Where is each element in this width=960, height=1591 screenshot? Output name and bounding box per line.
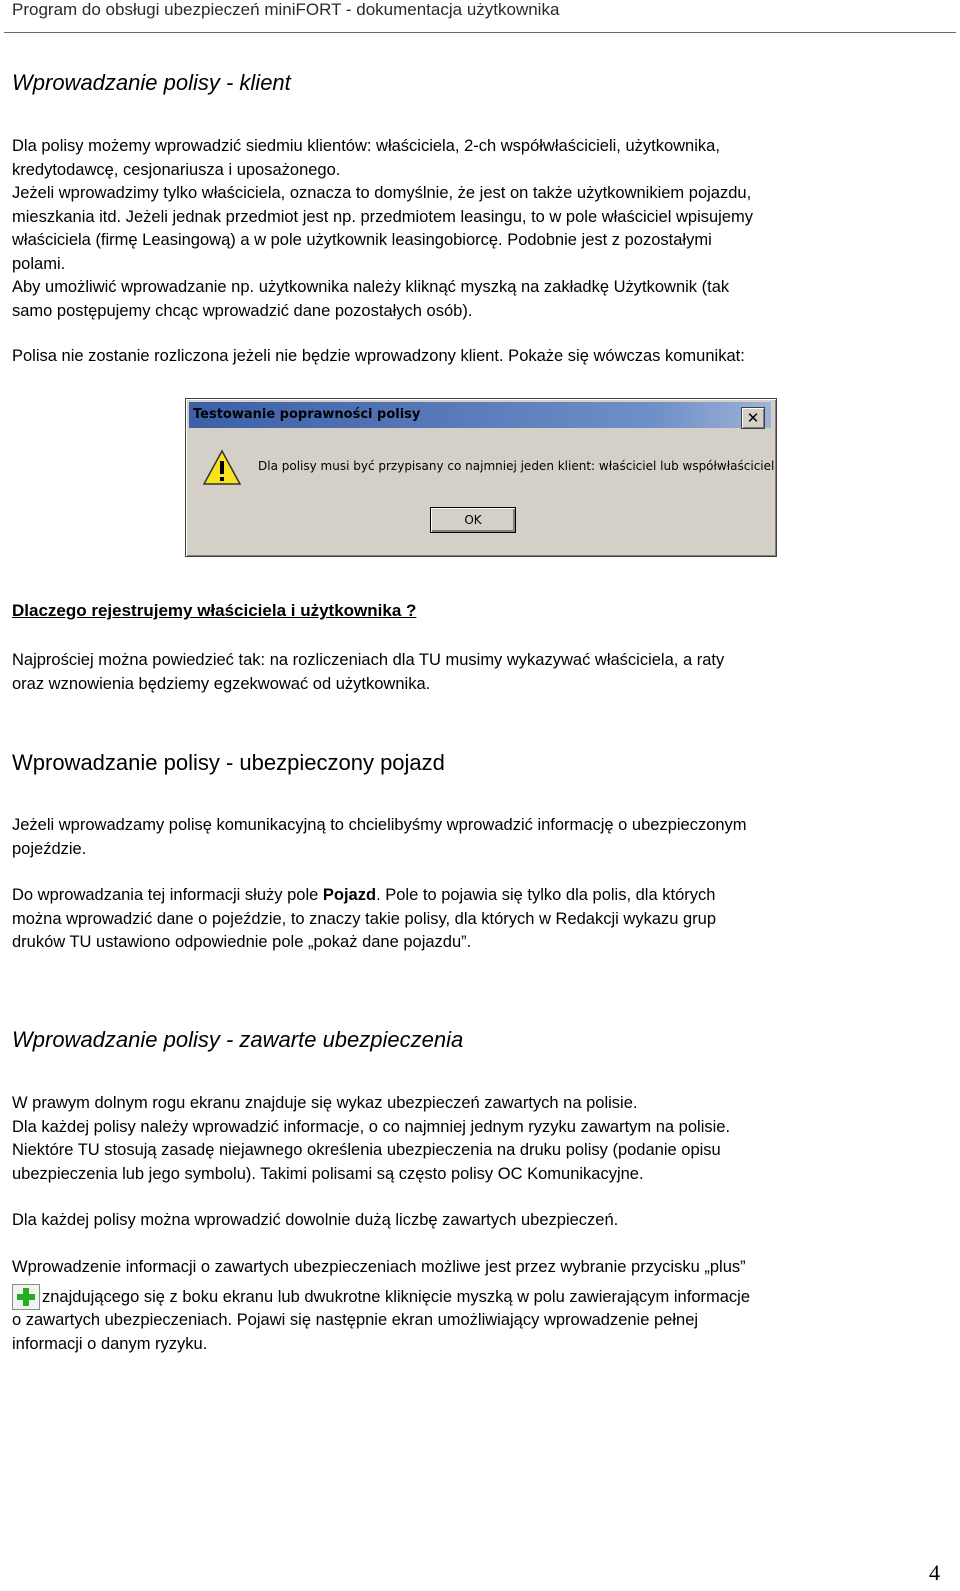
why-heading: Dlaczego rejestrujemy właściciela i użytkownika ?: [12, 601, 417, 620]
paragraph-plus-rest: o zawartych ubezpieczeniach. Pojawi się następnie ekran umożliwiający wprowadzenie pełnej informacji o danym ryzyku.: [12, 1311, 699, 1353]
running-header: Program do obsługi ubezpieczeń miniFORT - dokumentacja użytkownika: [12, 0, 560, 19]
page-number: 4: [929, 1560, 940, 1585]
plus-icon[interactable]: [12, 1284, 40, 1310]
section-heading-ubezpieczenia: Wprowadzanie polisy - zawarte ubezpieczenia: [12, 1027, 464, 1052]
pojazd-field-name: Pojazd: [322, 886, 377, 904]
ok-button[interactable]: OK: [430, 507, 516, 533]
validation-dialog: [185, 398, 777, 557]
section-heading-klient: Wprowadzanie polisy - klient: [12, 70, 291, 95]
dialog-title: Testowanie poprawności polisy: [193, 407, 421, 422]
dialog-message: Dla polisy musi być przypisany co najmniej jeden klient: właściciel lub współwłaściciel: [258, 459, 775, 473]
section-heading-pojazd: Wprowadzanie polisy - ubezpieczony pojazd: [12, 750, 445, 775]
paragraph-plus-line1: Wprowadzenie informacji o zawartych ubezpieczeniach możliwe jest przez wybranie przycisku „plus”: [12, 1258, 746, 1276]
paragraph-ubezpieczenia-intro: W prawym dolnym rogu ekranu znajduje się wykaz ubezpieczeń zawartych na polisie. Dla każdej polisy należy wprowadzić informacje, o co najmniej jednym ryzyku zawartym na polisie. Niektóre TU stosują zasadę niejawnego określenia ubezpieczenia na druku polisy (podanie opisu ubezpieczenia lub jego symbolu). Takimi polisami są często polisy OC Komunikacyjne.: [12, 1094, 731, 1183]
paragraph-pojazd-field: [12, 884, 942, 955]
warning-icon: [202, 449, 242, 487]
header-divider: [4, 32, 956, 33]
paragraph-klient-intro: Dla polisy możemy wprowadzić siedmiu klientów: właściciela, 2-ch współwłaścicieli, użytkownika, kredytodawcę, cesjonariusza i uposażonego. Jeżeli wprowadzimy tylko właściciela, oznacza to domyślnie, że jest on także użytkownikiem pojazdu, mieszkania itd. Jeżeli jednak przedmiot jest np. przedmiotem leasingu, to w pole właściciel wpisujemy właściciela (firmę Leasingową) a w pole użytkownik leasingobiorcę. Podobnie jest z pozostałymi polami. Aby umożliwić wprowadzanie np. użytkownika należy kliknąć myszką na zakładkę Użytkownik (tak samo postępujemy chcąc wprowadzić dane pozostałych osób).: [12, 137, 753, 320]
paragraph-pojazd-intro: Jeżeli wprowadzamy polisę komunikacyjną to chcielibyśmy wprowadzić informację o ubezpieczonym pojeździe.: [12, 816, 747, 858]
pojazd-text-pre: Do wprowadzania tej informacji służy pole: [12, 886, 323, 904]
paragraph-why: Najprościej można powiedzieć tak: na rozliczeniach dla TU musimy wykazywać właściciela, a raty oraz wznowienia będziemy egzekwować od użytkownika.: [12, 651, 725, 693]
dialog-title-bar: [189, 402, 771, 428]
close-icon[interactable]: ✕: [741, 407, 765, 429]
paragraph-ubezpieczenia-count: Dla każdej polisy można wprowadzić dowolnie dużą liczbę zawartych ubezpieczeń.: [12, 1211, 619, 1229]
pojazd-text-post: . Pole to pojawia się tylko dla polis, dla których można wprowadzić dane o pojeździe, to znaczy takie polisy, dla których w Redakcji wykazu grup druków TU ustawiono odpowiednie pole „pokaż dane pojazdu”.: [12, 886, 717, 951]
paragraph-plus-line2: znajdującego się z boku ekranu lub dwukrotne kliknięcie myszką w polu zawierającym informacje: [42, 1288, 751, 1306]
paragraph-klient-warning: Polisa nie zostanie rozliczona jeżeli nie będzie wprowadzony klient. Pokaże się wówczas komunikat:: [12, 347, 745, 365]
